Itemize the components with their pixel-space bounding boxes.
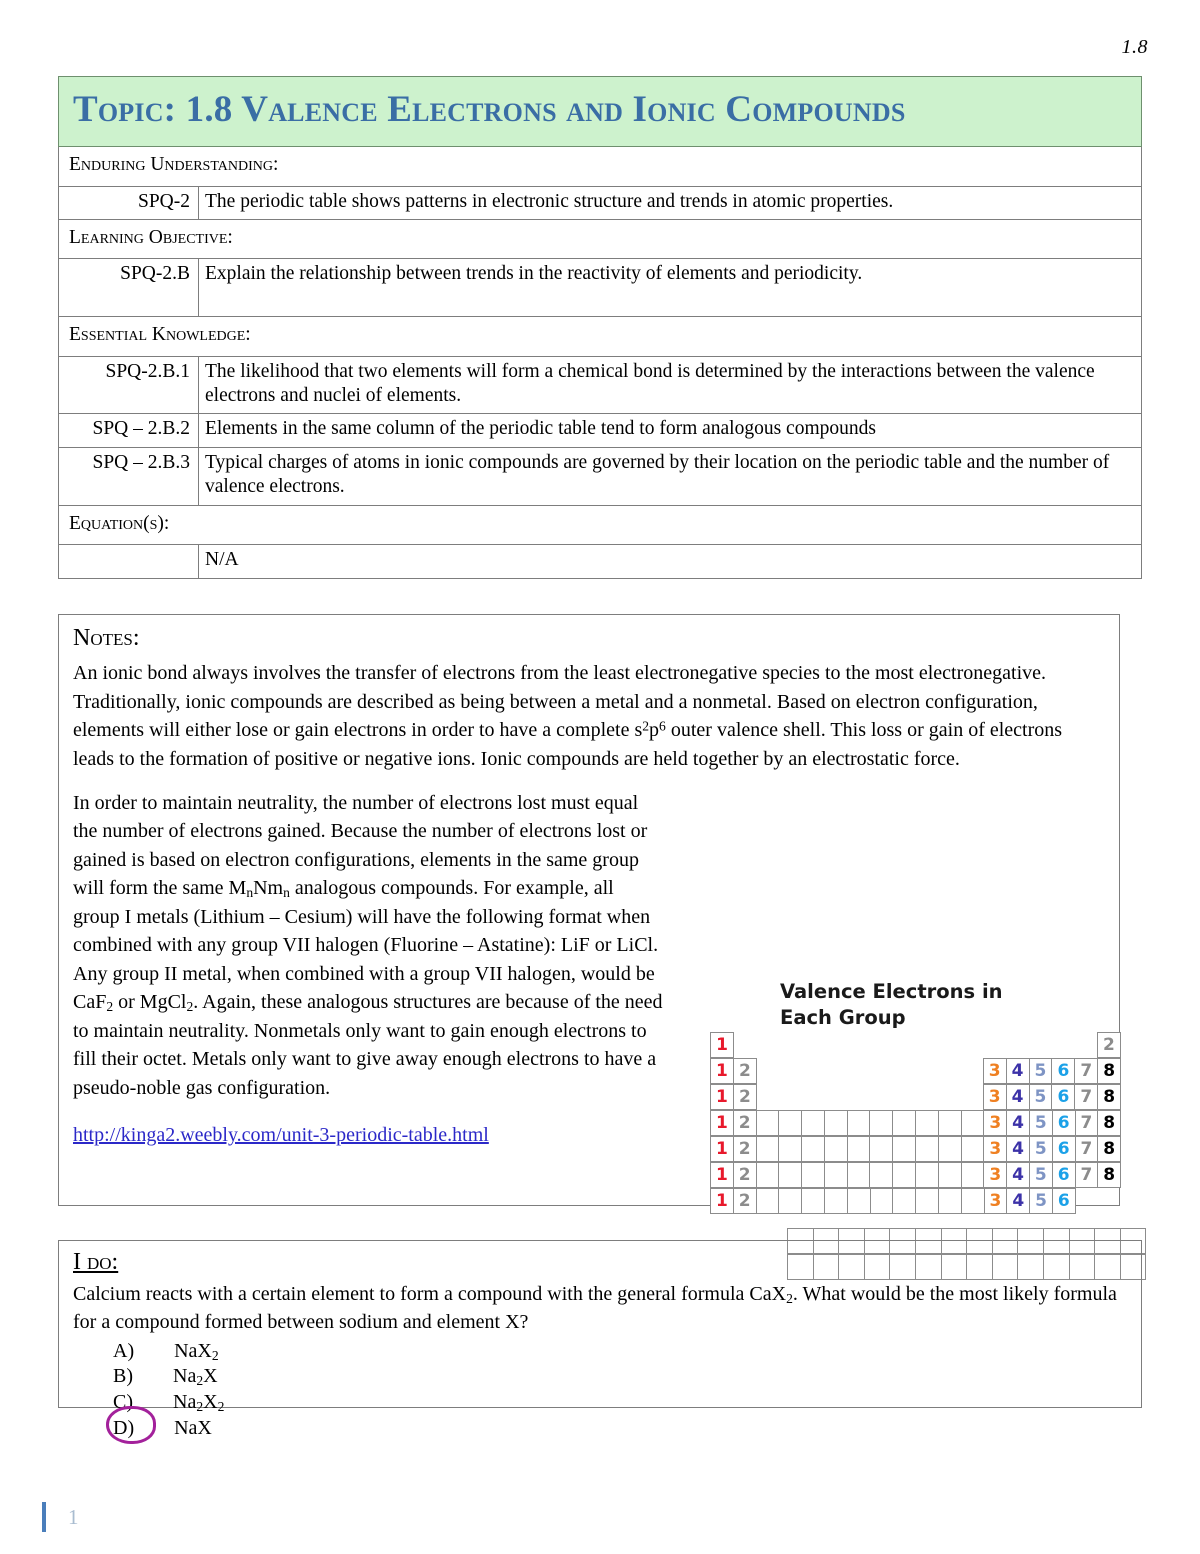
periodic-spacer [847, 1084, 871, 1110]
choice-formula [173, 1390, 224, 1416]
periodic-cell-8: 8 [1097, 1162, 1121, 1188]
periodic-spacer [892, 1058, 916, 1084]
periodic-grid [710, 1032, 1120, 1214]
formula-text: X [203, 1390, 218, 1413]
notes-p2-text-b: Nm [253, 877, 284, 900]
formula-subscript: 2 [196, 1398, 204, 1414]
choice-label: A) [113, 1339, 135, 1362]
periodic-cell-1: 1 [710, 1058, 734, 1084]
periodic-cell-4: 4 [1006, 1058, 1030, 1084]
periodic-cell-empty [915, 1110, 939, 1136]
periodic-cell-empty [869, 1136, 893, 1162]
periodic-cell-3: 3 [983, 1084, 1007, 1110]
table-row-eu [59, 186, 1142, 219]
periodic-cell-empty [756, 1110, 780, 1136]
periodic-cell-3: 3 [984, 1188, 1008, 1214]
formula-text: Na [173, 1365, 197, 1388]
periodic-spacer [892, 1032, 916, 1058]
answer-choice-c[interactable] [73, 1390, 1125, 1416]
periodic-spacer [801, 1032, 825, 1058]
periodic-spacer [937, 1058, 961, 1084]
periodic-cell-empty [824, 1162, 848, 1188]
periodic-spacer [1051, 1032, 1075, 1058]
periodic-spacer [869, 1058, 893, 1084]
periodic-cell-empty [915, 1188, 939, 1214]
periodic-cell-3: 3 [983, 1162, 1007, 1188]
choice-formula [174, 1416, 212, 1442]
periodic-cell-2: 2 [733, 1136, 757, 1162]
periodic-cell-8: 8 [1097, 1084, 1121, 1110]
periodic-spacer [847, 1058, 871, 1084]
periodic-spacer [1074, 1032, 1098, 1058]
notes-paragraph-1 [73, 659, 1101, 773]
periodic-cell-3: 3 [983, 1058, 1007, 1084]
periodic-spacer [779, 1084, 803, 1110]
periodic-row [710, 1136, 1120, 1162]
periodic-cell-4: 4 [1006, 1162, 1030, 1188]
table-row-ek-head [59, 317, 1142, 356]
periodic-cell-empty [847, 1188, 871, 1214]
periodic-spacer [778, 1032, 802, 1058]
periodic-cell-4: 4 [1006, 1188, 1030, 1214]
periodic-cell-1: 1 [710, 1136, 734, 1162]
valence-periodic-diagram [710, 979, 1130, 1280]
notes-p1-text-b: p [649, 719, 660, 742]
table-row-ek-2 [59, 414, 1142, 447]
periodic-spacer [801, 1058, 825, 1084]
notes-p2-sub-n1: n [246, 885, 254, 901]
periodic-spacer [1006, 1032, 1030, 1058]
code-spq-2: SPQ-2 [59, 186, 199, 219]
periodic-cell-empty [778, 1110, 802, 1136]
periodic-cell-empty [801, 1188, 825, 1214]
periodic-row [710, 1162, 1120, 1188]
choice-label: B) [113, 1365, 133, 1388]
periodic-cell-2: 2 [733, 1110, 757, 1136]
periodic-cell-2: 2 [733, 1058, 757, 1084]
desc-spq-2b1: The likelihood that two elements will form a chemical bond is determined by the interactions between the valence electrons and nuclei of elements. [199, 356, 1142, 414]
periodic-cell-6: 6 [1052, 1162, 1076, 1188]
periodic-cell-empty [938, 1162, 962, 1188]
periodic-cell-empty [824, 1188, 848, 1214]
periodic-spacer [1097, 1188, 1121, 1214]
table-row-eq [59, 544, 1142, 578]
periodic-cell-empty [892, 1136, 916, 1162]
periodic-cell-empty [892, 1110, 916, 1136]
answer-choice-d[interactable] [73, 1416, 1125, 1442]
notes-p2-sub-n2: n [283, 885, 290, 901]
periodic-row [710, 1058, 1120, 1084]
periodic-cell-empty [778, 1162, 802, 1188]
periodic-row [710, 1084, 1120, 1110]
periodic-cell-3: 3 [983, 1110, 1007, 1136]
formula-text: NaX [174, 1339, 212, 1362]
diagram-title: Valence Electrons in Each Group [780, 979, 1003, 1029]
periodic-cell-6: 6 [1052, 1136, 1076, 1162]
periodic-cell-empty [756, 1136, 780, 1162]
periodic-cell-empty [869, 1162, 893, 1188]
periodic-row [710, 1110, 1120, 1136]
periodic-cell-empty [801, 1110, 825, 1136]
choice-formula [173, 1364, 218, 1390]
periodic-cell-6: 6 [1051, 1084, 1075, 1110]
periodic-spacer [779, 1058, 803, 1084]
formula-text: NaX [174, 1416, 212, 1439]
periodic-cell-empty [892, 1188, 916, 1214]
notes-p1-text-a: An ionic bond always involves the transfer of electrons from the least electronegative species to the most electronegative. Traditionally, ionic compounds are described as being between a metal and a nonmetal. Based on electron configuration, elements will either lose or gain electrons in order to have a complete s [73, 662, 1046, 742]
periodic-cell-empty [961, 1188, 985, 1214]
periodic-spacer [960, 1084, 984, 1110]
periodic-cell-7: 7 [1075, 1110, 1099, 1136]
i-do-heading: I do: [73, 1249, 119, 1275]
periodic-cell-empty [778, 1188, 802, 1214]
periodic-cell-4: 4 [1006, 1084, 1030, 1110]
notes-p1-sup-6: 6 [659, 718, 666, 734]
periodic-cell-1: 1 [710, 1032, 734, 1058]
periodic-cell-empty [961, 1162, 985, 1188]
periodic-cell-empty [938, 1136, 962, 1162]
periodic-cell-2: 2 [733, 1162, 757, 1188]
periodic-cell-5: 5 [1029, 1058, 1053, 1084]
enduring-understanding-heading: Enduring Understanding: [59, 147, 1142, 186]
notes-p1-sup-2: 2 [642, 718, 650, 734]
periodic-spacer [869, 1084, 893, 1110]
periodic-cell-empty [961, 1110, 985, 1136]
periodic-cell-5: 5 [1029, 1162, 1053, 1188]
periodic-spacer [824, 1032, 848, 1058]
notes-columns [73, 789, 1116, 1211]
table-row-lo [59, 259, 1142, 317]
notes-p2-sub-2a: 2 [106, 999, 114, 1015]
periodic-cell-empty [938, 1188, 962, 1214]
notes-p2-text-d: or MgCl [113, 991, 187, 1014]
periodic-cell-7: 7 [1074, 1058, 1098, 1084]
i-do-question [73, 1281, 1125, 1336]
periodic-cell-empty [824, 1110, 848, 1136]
notes-paragraph-2 [73, 789, 663, 1103]
periodic-spacer [824, 1058, 848, 1084]
periodic-cell-8: 8 [1097, 1136, 1121, 1162]
periodic-cell-empty [824, 1136, 848, 1162]
formula-text: X [203, 1365, 218, 1388]
table-row-lo-head [59, 219, 1142, 258]
choice-label: C) [113, 1390, 133, 1413]
table-row-eu-head [59, 147, 1142, 186]
desc-spq-2: The periodic table shows patterns in electronic structure and trends in atomic properties. [199, 186, 1142, 219]
periodic-cell-empty [801, 1136, 825, 1162]
standards-table [58, 76, 1142, 579]
periodic-cell-empty [892, 1162, 916, 1188]
periodic-cell-empty [847, 1136, 871, 1162]
formula-subscript: 2 [217, 1398, 225, 1414]
periodic-cell-2: 2 [733, 1188, 757, 1214]
periodic-cell-5: 5 [1029, 1110, 1053, 1136]
i-do-box [58, 1240, 1142, 1439]
notes-p2-text-a: In order to maintain neutrality, the number of electrons lost must equal the number of electrons gained. Because the number of electrons lost or gained is based on electron configurations, elements in the same group will form the same M [73, 791, 648, 900]
periodic-cell-empty [915, 1136, 939, 1162]
notes-box [58, 614, 1120, 1211]
notes-p1-text-c: outer valence shell. This loss or gain of electrons leads to the formation of positive or negative ions. Ionic compounds are held together by an electrostatic force. [73, 719, 1063, 770]
periodic-cell-empty [847, 1162, 871, 1188]
learning-objective-heading: Learning Objective: [59, 219, 1142, 258]
desc-equation: N/A [199, 544, 1142, 578]
periodic-cell-empty [847, 1110, 871, 1136]
table-row-ek-3 [59, 447, 1142, 505]
periodic-cell-empty [756, 1162, 780, 1188]
periodic-spacer [983, 1032, 1007, 1058]
periodic-spacer [915, 1032, 939, 1058]
periodic-cell-2: 2 [1097, 1032, 1121, 1058]
periodic-cell-empty [915, 1162, 939, 1188]
periodic-spacer [824, 1084, 848, 1110]
periodic-cell-7: 7 [1074, 1084, 1098, 1110]
periodic-cell-empty [938, 1110, 962, 1136]
question-text-a: Calcium reacts with a certain element to form a compound with the general formula CaX [73, 1283, 787, 1306]
periodic-spacer [937, 1084, 961, 1110]
answer-choice-list [73, 1339, 1125, 1441]
periodic-spacer [892, 1084, 916, 1110]
question-sub-2: 2 [786, 1291, 793, 1307]
periodic-cell-3: 3 [983, 1136, 1007, 1162]
periodic-cell-empty [801, 1162, 825, 1188]
running-header: 1.8 [1121, 36, 1148, 58]
periodic-cell-empty [756, 1188, 780, 1214]
periodic-cell-8: 8 [1097, 1110, 1121, 1136]
periodic-cell-empty [961, 1136, 985, 1162]
periodic-spacer [847, 1032, 871, 1058]
page-number: 1 [68, 1504, 79, 1529]
periodic-cell-8: 8 [1097, 1058, 1121, 1084]
formula-text: Na [173, 1390, 197, 1413]
periodic-spacer [869, 1032, 893, 1058]
periodic-cell-6: 6 [1052, 1188, 1076, 1214]
periodic-cell-5: 5 [1029, 1188, 1053, 1214]
periodic-cell-4: 4 [1006, 1110, 1030, 1136]
periodic-spacer [733, 1032, 757, 1058]
periodic-spacer [915, 1084, 939, 1110]
code-spq-2b: SPQ-2.B [59, 259, 199, 317]
choice-label: D) [113, 1416, 135, 1439]
code-equation [59, 544, 199, 578]
answer-choice-b[interactable] [73, 1364, 1125, 1390]
periodic-row [710, 1188, 1120, 1214]
notes-heading: Notes: [73, 625, 140, 651]
periodic-spacer [938, 1032, 962, 1058]
periodic-spacer [960, 1032, 984, 1058]
page-footer [42, 1502, 79, 1532]
notes-p2-text-c: analogous compounds. For example, all group I metals (Lithium – Cesium) will have the following format when combined with any group VII halogen (Fluorine – Astatine): LiF or LiCl. Any group II metal, when combined with a group VII halogen, would be CaF [73, 877, 659, 1014]
desc-spq-2b3: Typical charges of atoms in ionic compounds are governed by their location on the periodic table and the number of valence electrons. [199, 447, 1142, 505]
periodic-spacer [756, 1058, 780, 1084]
answer-choice-a[interactable] [73, 1339, 1125, 1365]
periodic-spacer [1075, 1188, 1099, 1214]
notes-p2-sub-2b: 2 [186, 999, 194, 1015]
table-row-title [59, 77, 1142, 147]
periodic-cell-empty [870, 1188, 894, 1214]
periodic-cell-7: 7 [1075, 1136, 1099, 1162]
choice-formula [174, 1339, 219, 1365]
notes-p2-text-e: . Again, these analogous structures are because of the need to maintain neutrality. Nonmetals only want to gain enough electrons to fill their octet. Metals only want to give away enough electrons to have a pseudo-noble gas configuration. [73, 991, 663, 1099]
periodic-cell-empty [778, 1136, 802, 1162]
equations-heading: Equation(s): [59, 505, 1142, 544]
periodic-spacer [1029, 1032, 1053, 1058]
formula-subscript: 2 [196, 1373, 204, 1389]
periodic-cell-1: 1 [710, 1084, 734, 1110]
periodic-cell-1: 1 [710, 1162, 734, 1188]
periodic-spacer [801, 1084, 825, 1110]
periodic-cell-7: 7 [1075, 1162, 1099, 1188]
periodic-spacer [960, 1058, 984, 1084]
periodic-spacer [756, 1032, 780, 1058]
periodic-cell-5: 5 [1029, 1136, 1053, 1162]
topic-title-cell [59, 77, 1142, 147]
source-link[interactable]: http://kinga2.weebly.com/unit-3-periodic-table.html [73, 1124, 489, 1147]
code-spq-2b1: SPQ-2.B.1 [59, 356, 199, 414]
periodic-spacer [915, 1058, 939, 1084]
essential-knowledge-heading: Essential Knowledge: [59, 317, 1142, 356]
periodic-cell-empty [869, 1110, 893, 1136]
periodic-cell-4: 4 [1006, 1136, 1030, 1162]
periodic-spacer [756, 1084, 780, 1110]
periodic-cell-1: 1 [710, 1110, 734, 1136]
page-title: Topic: 1.8 Valence Electrons and Ionic Compounds [73, 89, 906, 130]
question-text-b: . What would be the most likely formula for a compound formed between sodium and element X? [73, 1283, 1117, 1334]
table-row-ek-1 [59, 356, 1142, 414]
desc-spq-2b2: Elements in the same column of the periodic table tend to form analogous compounds [199, 414, 1142, 447]
footer-accent-bar [42, 1502, 46, 1532]
code-spq-2b3: SPQ – 2.B.3 [59, 447, 199, 505]
desc-spq-2b: Explain the relationship between trends in the reactivity of elements and periodicity. [199, 259, 1142, 317]
periodic-row [710, 1032, 1120, 1058]
periodic-cell-5: 5 [1029, 1084, 1053, 1110]
periodic-cell-6: 6 [1051, 1058, 1075, 1084]
formula-subscript: 2 [211, 1347, 219, 1363]
periodic-cell-6: 6 [1052, 1110, 1076, 1136]
table-row-eq-head [59, 505, 1142, 544]
periodic-cell-1: 1 [710, 1188, 734, 1214]
periodic-cell-2: 2 [733, 1084, 757, 1110]
code-spq-2b2: SPQ – 2.B.2 [59, 414, 199, 447]
